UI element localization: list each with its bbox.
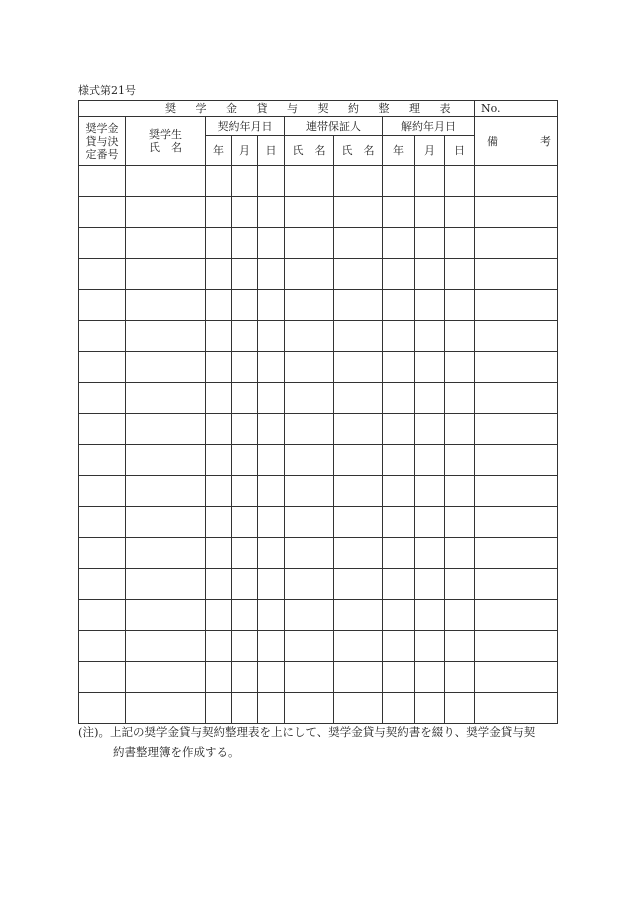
table-cell — [415, 569, 445, 600]
table-cell — [285, 197, 334, 228]
table-cell — [232, 290, 258, 321]
table-cell — [206, 476, 232, 507]
table-cell — [79, 414, 126, 445]
table-cell — [126, 693, 206, 724]
table-cell — [415, 600, 445, 631]
table-cell — [232, 259, 258, 290]
table-cell — [285, 228, 334, 259]
table-cell — [258, 383, 285, 414]
table-cell — [79, 569, 126, 600]
table-cell — [334, 383, 383, 414]
table-cell — [126, 600, 206, 631]
table-cell — [232, 693, 258, 724]
table-cell — [285, 383, 334, 414]
table-cell — [334, 507, 383, 538]
footnote-line-2: 約書整理簿を作成する。 — [113, 745, 240, 759]
table-cell — [475, 631, 558, 662]
table-cell — [79, 538, 126, 569]
table-cell — [232, 600, 258, 631]
table-cell — [79, 383, 126, 414]
table-cell — [475, 321, 558, 352]
table-cell — [445, 600, 475, 631]
table-cell — [334, 662, 383, 693]
table-cell — [126, 631, 206, 662]
table-cell — [79, 321, 126, 352]
table-cell — [415, 507, 445, 538]
header-contract-day: 日 — [258, 136, 285, 166]
header-student-line-1: 奨学生 — [149, 128, 182, 141]
table-cell — [258, 290, 285, 321]
table-cell — [79, 228, 126, 259]
table-cell — [445, 228, 475, 259]
header-decision-number-line-2: 貸与決 — [85, 134, 119, 148]
table-cell — [258, 476, 285, 507]
table-cell — [285, 445, 334, 476]
header-contract-date: 契約年月日 — [206, 117, 285, 136]
table-cell — [445, 197, 475, 228]
table-cell — [258, 166, 285, 197]
table-cell — [258, 414, 285, 445]
table-cell — [206, 662, 232, 693]
table-cell — [285, 166, 334, 197]
table-cell — [258, 507, 285, 538]
table-cell — [383, 569, 415, 600]
table-cell — [258, 352, 285, 383]
table-cell — [206, 600, 232, 631]
table-cell — [232, 414, 258, 445]
table-cell — [285, 290, 334, 321]
table-cell — [232, 569, 258, 600]
number-label: No. — [475, 101, 558, 117]
table-cell — [206, 569, 232, 600]
table-cell — [383, 166, 415, 197]
table-cell — [258, 197, 285, 228]
table-cell — [79, 507, 126, 538]
table-cell — [285, 321, 334, 352]
table-cell — [415, 476, 445, 507]
table-cell — [334, 290, 383, 321]
table-cell — [285, 507, 334, 538]
table-cell — [475, 352, 558, 383]
table-cell — [206, 352, 232, 383]
table-cell — [334, 228, 383, 259]
header-guarantor-name-2: 氏 名 — [334, 136, 383, 166]
table-cell — [79, 631, 126, 662]
table-cell — [383, 476, 415, 507]
table-cell — [415, 321, 445, 352]
header-decision-number-line-3: 定番号 — [85, 147, 119, 161]
table-row — [79, 445, 558, 476]
header-cancel-year: 年 — [383, 136, 415, 166]
table-cell — [285, 662, 334, 693]
table-cell — [334, 166, 383, 197]
table-cell — [258, 631, 285, 662]
table-cell — [475, 476, 558, 507]
header-contract-month: 月 — [232, 136, 258, 166]
table-cell — [285, 600, 334, 631]
table-cell — [79, 166, 126, 197]
table-row — [79, 538, 558, 569]
table-cell — [79, 197, 126, 228]
table-cell — [232, 662, 258, 693]
table-cell — [475, 569, 558, 600]
table-cell — [383, 290, 415, 321]
table-cell — [475, 290, 558, 321]
table-cell — [258, 662, 285, 693]
table-cell — [126, 228, 206, 259]
table-cell — [126, 414, 206, 445]
table-cell — [126, 383, 206, 414]
table-cell — [445, 414, 475, 445]
table-cell — [126, 352, 206, 383]
table-cell — [334, 631, 383, 662]
table-cell — [383, 228, 415, 259]
table-cell — [475, 197, 558, 228]
table-cell — [475, 693, 558, 724]
table-row — [79, 631, 558, 662]
table-cell — [79, 662, 126, 693]
table-row — [79, 693, 558, 724]
table-row — [79, 352, 558, 383]
table-cell — [334, 352, 383, 383]
table-cell — [415, 352, 445, 383]
header-decision-number — [79, 117, 126, 166]
table-cell — [475, 259, 558, 290]
table-cell — [258, 228, 285, 259]
table-cell — [79, 445, 126, 476]
table-cell — [445, 662, 475, 693]
table-cell — [206, 259, 232, 290]
table-cell — [383, 259, 415, 290]
table-cell — [79, 476, 126, 507]
table-cell — [232, 383, 258, 414]
title-row — [79, 101, 558, 117]
table-row — [79, 197, 558, 228]
table-cell — [415, 166, 445, 197]
table-cell — [415, 414, 445, 445]
table-cell — [126, 321, 206, 352]
footnote-line-1: (注)。上記の奨学金貸与契約整理表を上にして、奨学金貸与契約書を綴り、奨学金貸与契 — [78, 725, 536, 739]
table-cell — [445, 476, 475, 507]
table-cell — [334, 259, 383, 290]
table-cell — [79, 693, 126, 724]
table-cell — [383, 600, 415, 631]
table-cell — [126, 507, 206, 538]
table-cell — [206, 383, 232, 414]
table-cell — [232, 197, 258, 228]
table-cell — [206, 290, 232, 321]
table-cell — [79, 259, 126, 290]
table-row — [79, 290, 558, 321]
table-cell — [383, 662, 415, 693]
table-cell — [232, 228, 258, 259]
table-cell — [232, 321, 258, 352]
table-cell — [126, 445, 206, 476]
table-cell — [258, 321, 285, 352]
table-cell — [415, 197, 445, 228]
table-cell — [383, 383, 415, 414]
table-cell — [126, 538, 206, 569]
table-cell — [334, 538, 383, 569]
table-cell — [445, 166, 475, 197]
table-cell — [206, 414, 232, 445]
table-cell — [475, 383, 558, 414]
table-cell — [285, 693, 334, 724]
table-cell — [415, 383, 445, 414]
table-cell — [445, 352, 475, 383]
contract-ledger-table — [78, 100, 558, 724]
table-row — [79, 321, 558, 352]
table-cell — [334, 693, 383, 724]
header-cancellation-date: 解約年月日 — [383, 117, 475, 136]
table-row — [79, 259, 558, 290]
table-cell — [334, 414, 383, 445]
table-cell — [445, 290, 475, 321]
table-row — [79, 166, 558, 197]
header-student — [126, 117, 206, 166]
table-cell — [415, 290, 445, 321]
table-cell — [383, 631, 415, 662]
table-cell — [383, 693, 415, 724]
table-cell — [475, 414, 558, 445]
table-title: 奨 学 金 貸 与 契 約 整 理 表 — [79, 101, 475, 117]
table-cell — [232, 507, 258, 538]
table-cell — [126, 569, 206, 600]
table-cell — [232, 352, 258, 383]
table-cell — [232, 445, 258, 476]
table-cell — [475, 228, 558, 259]
table-cell — [285, 476, 334, 507]
table-cell — [415, 693, 445, 724]
table-cell — [206, 507, 232, 538]
table-row — [79, 414, 558, 445]
table-cell — [445, 507, 475, 538]
table-cell — [232, 631, 258, 662]
table-cell — [206, 538, 232, 569]
header-student-line-2: 氏 名 — [149, 141, 182, 154]
table-cell — [206, 445, 232, 476]
table-cell — [258, 538, 285, 569]
table-cell — [415, 445, 445, 476]
header-guarantor-name-1: 氏 名 — [285, 136, 334, 166]
table-cell — [258, 600, 285, 631]
header-contract-year: 年 — [206, 136, 232, 166]
table-cell — [126, 662, 206, 693]
table-row — [79, 507, 558, 538]
table-cell — [334, 321, 383, 352]
table-cell — [285, 259, 334, 290]
table-cell — [206, 166, 232, 197]
table-cell — [383, 538, 415, 569]
table-cell — [475, 445, 558, 476]
table-cell — [126, 259, 206, 290]
table-cell — [258, 569, 285, 600]
header-guarantor: 連帯保証人 — [285, 117, 383, 136]
table-cell — [475, 166, 558, 197]
table-cell — [334, 445, 383, 476]
table-row — [79, 600, 558, 631]
footnote — [78, 722, 558, 762]
table-cell — [258, 259, 285, 290]
table-cell — [383, 507, 415, 538]
table-cell — [475, 662, 558, 693]
table-cell — [126, 197, 206, 228]
table-cell — [232, 166, 258, 197]
table-row — [79, 228, 558, 259]
header-cancel-month: 月 — [415, 136, 445, 166]
table-cell — [126, 166, 206, 197]
table-cell — [383, 414, 415, 445]
table-cell — [383, 445, 415, 476]
table-cell — [258, 693, 285, 724]
table-cell — [126, 290, 206, 321]
table-cell — [232, 538, 258, 569]
table-cell — [445, 569, 475, 600]
form-number: 様式第21号 — [78, 84, 136, 97]
table-cell — [334, 569, 383, 600]
table-cell — [206, 631, 232, 662]
table-cell — [206, 228, 232, 259]
table-cell — [445, 538, 475, 569]
table-cell — [475, 538, 558, 569]
table-cell — [383, 197, 415, 228]
table-cell — [415, 631, 445, 662]
table-cell — [285, 352, 334, 383]
table-cell — [475, 600, 558, 631]
table-row — [79, 383, 558, 414]
table-cell — [334, 197, 383, 228]
table-cell — [445, 259, 475, 290]
header-remarks — [475, 117, 558, 166]
table-cell — [445, 631, 475, 662]
header-remarks-char-1: 備 — [487, 134, 498, 148]
table-cell — [415, 662, 445, 693]
table-cell — [258, 445, 285, 476]
table-cell — [415, 228, 445, 259]
table-cell — [383, 352, 415, 383]
table-cell — [415, 538, 445, 569]
table-cell — [415, 259, 445, 290]
table-cell — [445, 383, 475, 414]
table-cell — [285, 414, 334, 445]
header-remarks-char-2: 考 — [540, 134, 551, 148]
table-cell — [285, 569, 334, 600]
table-cell — [79, 290, 126, 321]
table-cell — [383, 321, 415, 352]
table-row — [79, 476, 558, 507]
table-row — [79, 569, 558, 600]
table-cell — [445, 321, 475, 352]
table-cell — [79, 352, 126, 383]
header-cancel-day: 日 — [445, 136, 475, 166]
table-cell — [206, 321, 232, 352]
table-cell — [206, 693, 232, 724]
table-row — [79, 662, 558, 693]
table-cell — [285, 631, 334, 662]
table-cell — [126, 476, 206, 507]
table-cell — [445, 445, 475, 476]
table-cell — [206, 197, 232, 228]
table-cell — [445, 693, 475, 724]
table-cell — [334, 600, 383, 631]
header-row-1 — [79, 117, 558, 136]
table-cell — [334, 476, 383, 507]
table-cell — [285, 538, 334, 569]
table-cell — [79, 600, 126, 631]
table-cell — [232, 476, 258, 507]
table-cell — [475, 507, 558, 538]
header-decision-number-line-1: 奨学金 — [85, 121, 119, 135]
